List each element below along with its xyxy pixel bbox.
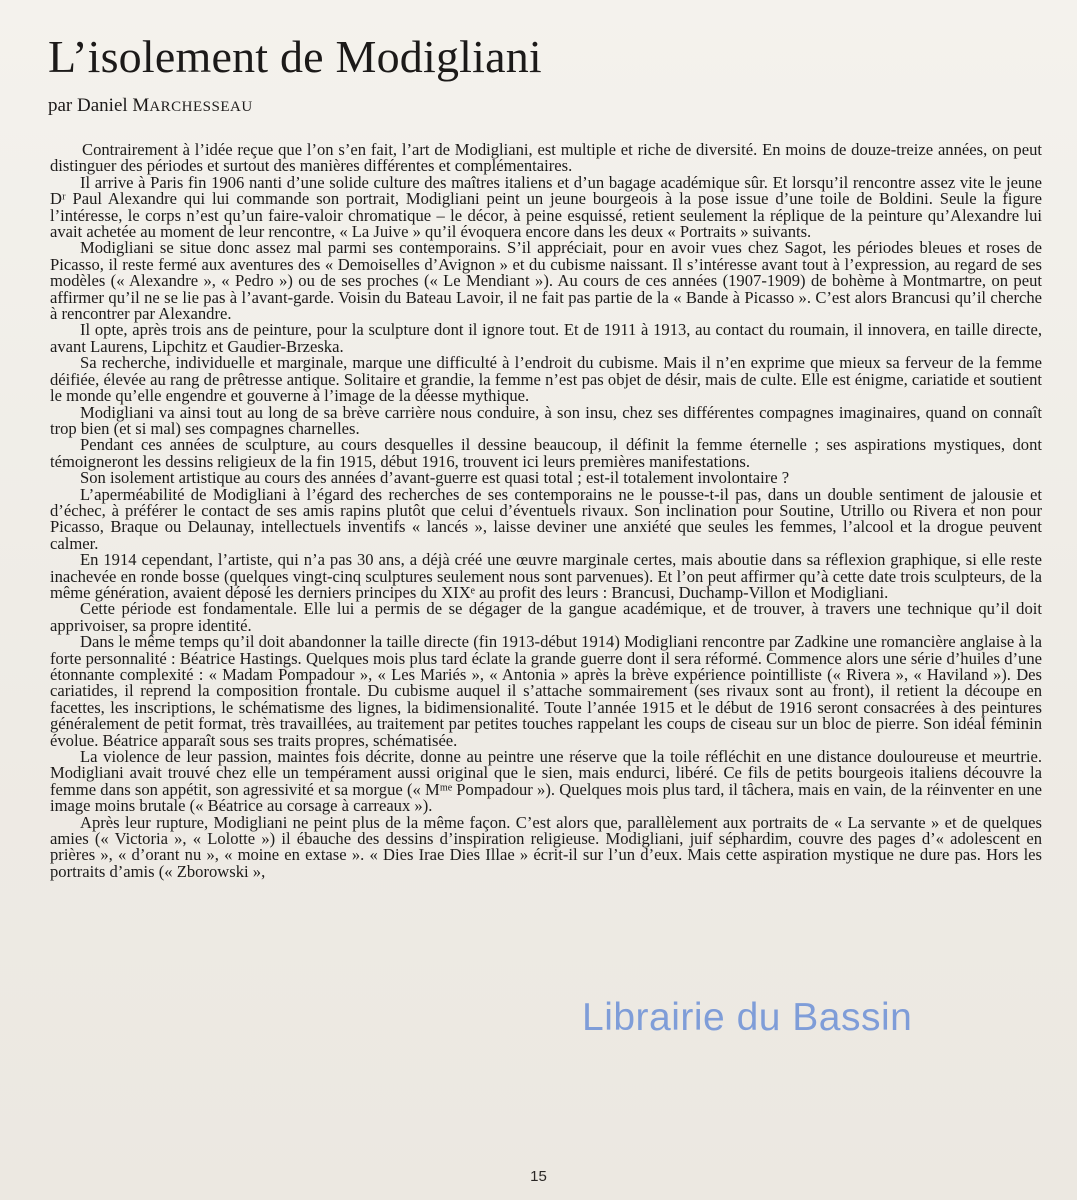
- paragraph: Dans le même temps qu’il doit abandonner la taille directe (fin 1913-début 1914) Modigliani rencontre par Zadkine une romancière anglaise à la forte personnalité : Béatrice Hastings. Quelques mois plus tard éclate la grande guerre dont il sera réformé. Commence alors une série d’huiles d’une étonnante complexité : « Madam Pompadour », « Les Mariés », « Antonia » après la brève expérience pointilliste (« Rivera », « Haviland »). Des cariatides, il reprend la composition frontale. Du cubisme auquel il s’attache sommairement (ses rivaux sont au front), il retient la découpe en facettes, les inscriptions, le schématisme des lignes, la bidimensionalité. Toute l’année 1915 et le début de 1916 seront consacrées à des peintures généralement de petit format, très travaillées, au traitement par petites touches rappelant les coups de ciseau sur un bloc de pierre. Son idéal féminin évolue. Béatrice apparaît sous ses traits propres, schématisée.: [50, 632, 1042, 750]
- paragraph: Modigliani se situe donc assez mal parmi ses contemporains. S’il appréciait, pour en avoir vues chez Sagot, les périodes bleues et roses de Picasso, il reste fermé aux aventures des « Demoiselles d’Avignon » et du cubisme naissant. Il s’intéresse avant tout à l’expression, au regard de ses modèles (« Alexandre », « Pedro ») ou de ses proches (« Le Mendiant »). Au cours de ces années (1907-1909) de bohème à Montmartre, on peut affirmer qu’il ne se lie pas à l’avant-garde. Voisin du Bateau Lavoir, il ne fait pas partie de la « Bande à Picasso ». C’est alors Brancusi qu’il cherche à rencontrer par Alexandre.: [50, 238, 1042, 324]
- paragraph: Contrairement à l’idée reçue que l’on s’en fait, l’art de Modigliani, est multiple et riche de diversité. En moins de douze-treize années, on peut distinguer des périodes et surtout des manières différentes et complémentaires.: [50, 140, 1042, 176]
- paragraph: Il opte, après trois ans de peinture, pour la sculpture dont il ignore tout. Et de 1911 à 1913, au contact du roumain, il innovera, en taille directe, avant Laurens, Lipchitz et Gaudier-Brzeska.: [50, 320, 1042, 356]
- byline-prefix: par Daniel M: [48, 95, 150, 116]
- paragraph: Pendant ces années de sculpture, au cours desquelles il dessine beaucoup, il définit la femme éternelle ; ses aspirations mystiques, dont témoigneront les dessins religieux de la fin 1915, début 1916, trouvent ici leurs premières manifestations.: [50, 435, 1042, 471]
- article-body: [50, 142, 1042, 880]
- article-byline: [48, 95, 253, 117]
- paragraph: Il arrive à Paris fin 1906 nanti d’une solide culture des maîtres italiens et d’un bagage académique sûr. Et lorsqu’il rencontre assez vite le jeune Dʳ Paul Alexandre qui lui commande son portrait, Modigliani peint un jeune bourgeois à la pose issue d’une toile de Boldini. Seule la figure l’intéresse, le corps n’est qu’un faire-valoir chromatique – le décor, à peine esquissé, retient seulement la réplique de la peinture qu’Alexandre lui avait achetée au moment de leur rencontre, « La Juive » qu’il évoquera encore dans les deux « Portraits » suivants.: [50, 172, 1042, 242]
- byline-smallcaps: ARCHESSEAU: [149, 99, 253, 115]
- bookseller-watermark: Librairie du Bassin: [582, 996, 913, 1039]
- paragraph: Sa recherche, individuelle et marginale, marque une difficulté à l’endroit du cubisme. Mais il n’en exprime que mieux sa ferveur de la femme déifiée, élevée au rang de prêtresse antique. Solitaire et grandie, la femme n’est pas objet de désir, mais de culte. Elle est énigme, cariatide et soutient le monde qu’elle engendre et gouverne à l’image de la déesse mythique.: [50, 353, 1042, 406]
- article-title: L’isolement de Modigliani: [48, 31, 542, 82]
- paragraph: Cette période est fondamentale. Elle lui a permis de se dégager de la gangue académique, et de trouver, à travers une technique qu’il doit apprivoiser, sa propre identité.: [50, 599, 1042, 635]
- paragraph: Son isolement artistique au cours des années d’avant-guerre est quasi total ; est-il totalement involontaire ?: [80, 468, 790, 488]
- paragraph: La violence de leur passion, maintes fois décrite, donne au peintre une réserve que la toile réfléchit en une distance douloureuse et meurtrie. Modigliani avait trouvé chez elle un tempérament aussi original que le sien, mais endurci, libéré. Ce fils de petits bourgeois italiens découvre la femme dans son appétit, son agressivité et sa morgue (« Mᵐᵉ Pompadour »). Quelques mois plus tard, il tâchera, mais en vain, de la réinventer en une image moins brutale (« Béatrice au corsage à carreaux »).: [50, 747, 1042, 816]
- paragraph: Après leur rupture, Modigliani ne peint plus de la même façon. C’est alors que, parallèlement aux portraits de « La servante » et de quelques amies (« Victoria », « Lolotte ») il ébauche des dessins d’inspiration religieuse. Modigliani, juif séphardim, couvre des pages d’« adolescent en prières », « d’orant nu », « moine en extase ». « Dies Irae Dies Illae » écrit-il sur l’un d’eux. Mais cette aspiration mystique ne dure pas. Hors les portraits d’amis (« Zborowski »,: [50, 812, 1042, 881]
- paragraph: Modigliani va ainsi tout au long de sa brève carrière nous conduire, à son insu, chez ses différentes compagnes imaginaires, quand on connaît trop bien (et si mal) ses compagnes charnelles.: [50, 402, 1042, 438]
- page-number: 15: [530, 1168, 547, 1185]
- paragraph: L’aperméabilité de Modigliani à l’égard des recherches de ses contemporains ne le pousse-t-il pas, dans un double sentiment de jalousie et d’échec, à préférer le contact de ses amis rapins plutôt que celui d’éventuels rivaux. Son inclination pour Soutine, Utrillo ou Rivera et non pour Picasso, Braque ou Delaunay, intellectuels inventifs « lancés », laisse deviner une anxiété que seules les femmes, l’alcool et la drogue peuvent calmer.: [50, 484, 1042, 553]
- paragraph: En 1914 cependant, l’artiste, qui n’a pas 30 ans, a déjà créé une œuvre marginale certes, mais aboutie dans sa réflexion graphique, si elle reste inachevée en ronde bosse (quelques vingt-cinq sculptures seulement nous sont parvenues). Et l’on peut affirmer qu’à cette date trois sculpteurs, de la même génération, avaient déposé les derniers principes du XIXᵉ au profit des leurs : Brancusi, Duchamp-Villon et Modigliani.: [50, 550, 1042, 602]
